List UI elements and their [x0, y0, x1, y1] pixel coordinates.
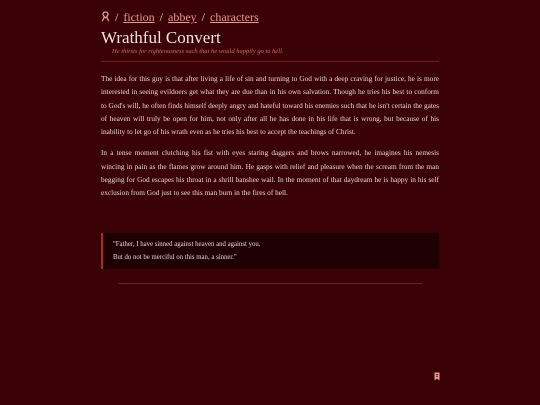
title-divider	[101, 61, 439, 62]
breadcrumb-separator: /	[201, 10, 206, 24]
breadcrumb-link-characters[interactable]: characters	[210, 10, 259, 24]
quote-block	[101, 233, 439, 269]
breadcrumb	[101, 10, 259, 25]
quote-line: But do not be merciful on this man, a sinner."	[113, 253, 237, 261]
quote-line: "Father, I have sinned against heaven and against you.	[113, 241, 261, 248]
page-subtitle: He thirsts for righteousness such that he would happily go to hell.	[112, 48, 284, 55]
article-body	[101, 72, 439, 208]
paragraph: The idea for this guy is that after living a life of sin and turning to God with a deep craving for justice, he is more interested in seeing evildoers get what they are due than in his own salvation. Though he tries his best to conform to God's will, he often finds himself deeply angry and hateful toward his enemies such that he isn't certain the gates of heaven will truly be open for him, not only after all he has done in his life that is wrong, but because of his inability to let go of his wrath even as he tries his best to accept the teachings of Christ.	[101, 74, 439, 137]
page-title: Wrathful Convert	[101, 28, 221, 47]
breadcrumb-link-fiction[interactable]: fiction	[123, 10, 155, 24]
paragraph: In a tense moment clutching his fist with eyes staring daggers and brows narrowed, he imagines his nemesis wincing in pain as the flames grow around him. He gasps with relief and pleasure when the scream from the man begging for God escapes his throat in a shrill banshee wail. In the moment of that daydream he is happy in his self exclusion from God just to see this man burn in the fires of hell.	[101, 148, 439, 198]
breadcrumb-link-abbey[interactable]: abbey	[168, 10, 197, 24]
bookmark-glyph-icon[interactable]	[434, 372, 440, 381]
breadcrumb-separator: /	[159, 10, 164, 24]
footer-divider	[118, 283, 422, 284]
ribbon-icon[interactable]	[101, 11, 110, 22]
breadcrumb-separator: /	[115, 10, 119, 24]
